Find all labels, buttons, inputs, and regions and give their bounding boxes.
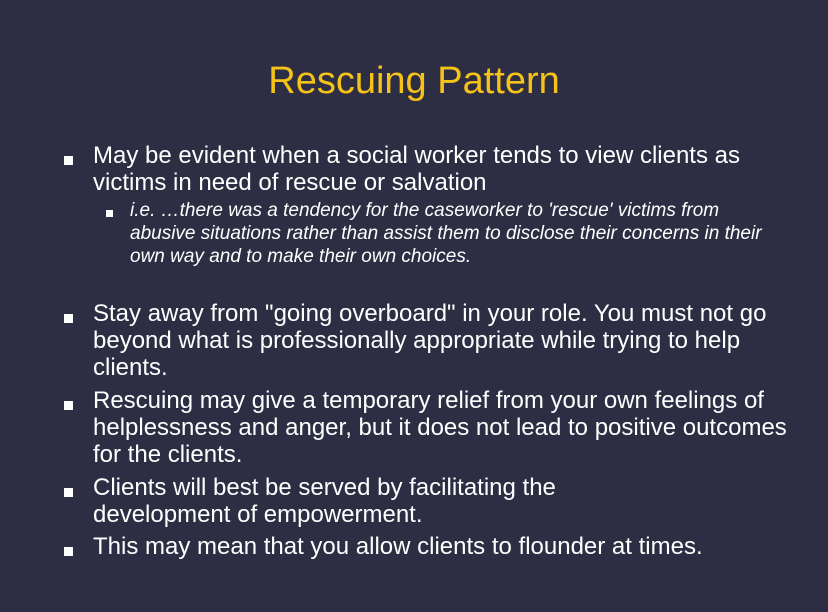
bullet-square-icon xyxy=(64,547,73,556)
bullet-text: Stay away from "going overboard" in your role. You must not go beyond what is professionally appropriate while trying to help clients. xyxy=(93,300,767,381)
bullet-text: i.e. …there was a tendency for the caseworker to 'rescue' victims from abusive situations rather than assist them to disclose their concerns in their own way and to make their own choices. xyxy=(130,200,762,267)
bullet-square-icon xyxy=(64,488,73,497)
bullet-square-icon xyxy=(64,314,73,323)
bullet-text: This may mean that you allow clients to flounder at times. xyxy=(93,533,703,560)
bullet-square-icon xyxy=(64,401,73,410)
bullet-square-icon xyxy=(64,156,73,165)
bullet-text: Rescuing may give a temporary relief from your own feelings of helplessness and anger, but it does not lead to positive outcomes for the clients. xyxy=(93,387,787,468)
slide-title: Rescuing Pattern xyxy=(268,60,560,102)
bullet-square-icon xyxy=(106,210,113,217)
bullet-text: May be evident when a social worker tends to view clients as victims in need of rescue or salvation xyxy=(93,142,740,196)
bullet-text: Clients will best be served by facilitating the development of empowerment. xyxy=(93,474,556,528)
